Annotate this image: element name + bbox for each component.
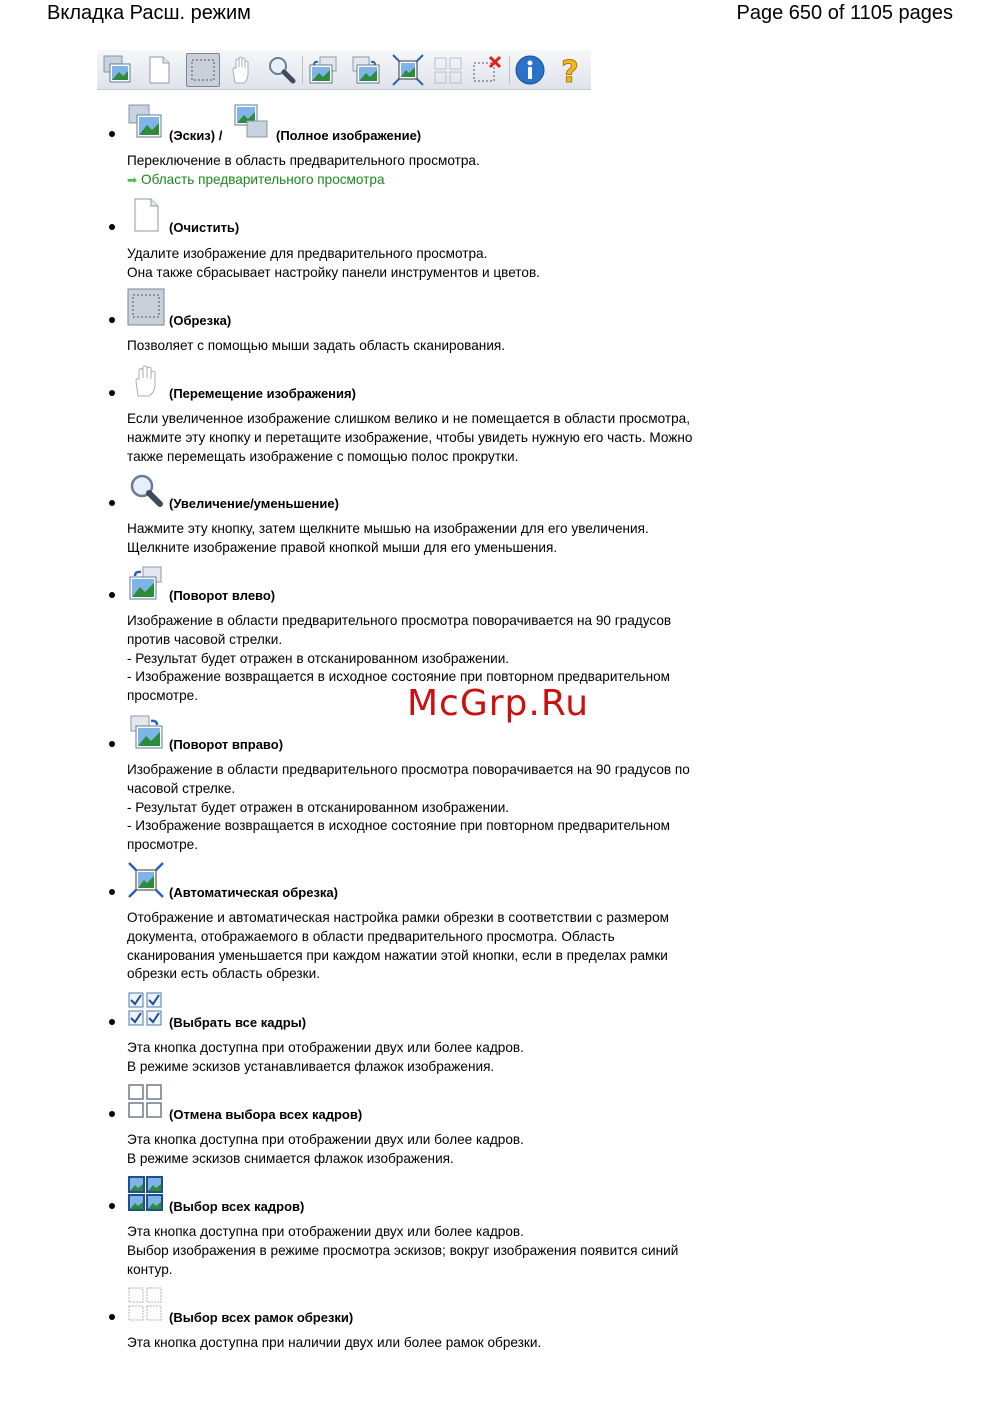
uncheck-all-frames-icon	[127, 1083, 165, 1121]
bullet	[109, 390, 115, 396]
item-title: (Обрезка)	[169, 313, 232, 328]
description-line: просмотре.	[127, 688, 199, 704]
description-line: также перемещать изображение с помощью полос прокрутки.	[127, 448, 519, 464]
description-line: Позволяет с помощью мыши задать область сканирования.	[127, 338, 506, 353]
item-title: (Очистить)	[169, 220, 240, 235]
check-all-frames-icon	[127, 991, 165, 1029]
full-image-icon	[233, 103, 271, 141]
rotate-left-icon[interactable]	[306, 53, 340, 87]
description-line: Изображение в области предварительного просмотра поворачивается на 90 градусов	[127, 613, 672, 628]
crop-icon[interactable]	[186, 53, 220, 87]
bullet	[109, 889, 115, 895]
bullet	[109, 131, 115, 137]
description-line: против часовой стрелки.	[127, 631, 283, 647]
bullet	[109, 317, 115, 323]
description-line: - Результат будет отражен в отсканированном изображении.	[127, 650, 510, 666]
item-description	[127, 1131, 524, 1169]
item-description	[127, 520, 649, 558]
item-title: (Полное изображение)	[276, 128, 422, 143]
clear-icon[interactable]	[142, 53, 176, 87]
description-line: Эта кнопка доступна при отображении двух или более кадров.	[127, 1224, 524, 1239]
item-title: (Выбор всех рамок обрезки)	[169, 1310, 354, 1325]
page-header-title: Вкладка Расш. режим	[47, 2, 251, 24]
description-line: Изображение в области предварительного просмотра поворачивается на 90 градусов по	[127, 762, 690, 777]
description-line: нажмите эту кнопку и перетащите изображение, чтобы увидеть нужную его часть. Можно	[127, 429, 693, 445]
description-line: - Изображение возвращается в исходное состояние при повторном предварительном	[127, 818, 671, 834]
description-line: Она также сбрасывает настройку панели инструментов и цветов.	[127, 264, 540, 280]
page-number: Page 650 of 1105 pages	[736, 2, 953, 24]
description-line: Если увеличенное изображение слишком велико и не помещается в области просмотра,	[127, 411, 690, 426]
bullet	[109, 741, 115, 747]
toolbar	[97, 50, 591, 90]
hand-icon[interactable]	[225, 53, 259, 87]
svg-text:?: ?	[561, 55, 579, 87]
item-description	[127, 1223, 678, 1279]
bullet	[109, 592, 115, 598]
arrow-right-icon: ➡	[127, 173, 138, 187]
zoom-icon[interactable]	[265, 53, 299, 87]
item-title: (Выбор всех кадров)	[169, 1199, 305, 1214]
thumbnail-view-icon	[127, 103, 165, 141]
description-line: Выбор изображения в режиме просмотра эскизов; вокруг изображения появится синий	[127, 1242, 679, 1258]
crop-icon	[127, 288, 165, 326]
item-description	[127, 612, 671, 706]
item-description	[127, 1039, 524, 1077]
item-description	[127, 152, 480, 171]
auto-crop-icon[interactable]	[391, 53, 425, 87]
item-description	[127, 410, 692, 466]
item-description	[127, 337, 505, 356]
bullet	[109, 224, 115, 230]
description-line: В режиме эскизов устанавливается флажок изображения.	[127, 1058, 495, 1074]
item-title: (Увеличение/уменьшение)	[169, 496, 339, 511]
link-text[interactable]: Область предварительного просмотра	[141, 172, 385, 187]
help-icon[interactable]	[553, 53, 587, 87]
hand-icon	[127, 362, 165, 400]
bullet	[109, 500, 115, 506]
description-line: Эта кнопка доступна при наличии двух или более рамок обрезки.	[127, 1335, 542, 1350]
bullet	[109, 1019, 115, 1025]
item-title: (Выбрать все кадры)	[169, 1015, 307, 1030]
item-title: (Перемещение изображения)	[169, 386, 356, 401]
select-all-crop-frames-icon	[127, 1286, 165, 1324]
rotate-right-icon[interactable]	[349, 53, 383, 87]
description-line: Отображение и автоматическая настройка рамки обрезки в соответствии с размером	[127, 910, 669, 925]
preview-area-link[interactable]	[127, 172, 385, 187]
description-line: просмотре.	[127, 837, 199, 853]
description-line: обрезки есть область обрезки.	[127, 966, 320, 982]
bullet	[109, 1203, 115, 1209]
item-description	[127, 909, 669, 984]
bullet	[109, 1314, 115, 1320]
rotate-right-icon	[127, 713, 165, 751]
bullet	[109, 1111, 115, 1117]
item-description	[127, 761, 690, 855]
description-line: контур.	[127, 1261, 173, 1277]
clear-icon	[127, 196, 165, 234]
zoom-icon	[127, 472, 165, 510]
description-line: сканирования уменьшается при каждом нажатии этой кнопки, если в пределах рамки	[127, 947, 668, 963]
description-line: Переключение в область предварительного просмотра.	[127, 153, 480, 168]
item-title: (Эскиз) /	[169, 128, 223, 143]
select-all-frames-icon	[127, 1175, 165, 1213]
description-line: Щелкните изображение правой кнопкой мыши для его уменьшения.	[127, 539, 558, 555]
item-description	[127, 1334, 541, 1353]
rotate-left-icon	[127, 564, 165, 602]
description-line: - Изображение возвращается в исходное состояние при повторном предварительном	[127, 669, 671, 685]
description-line: - Результат будет отражен в отсканированном изображении.	[127, 799, 510, 815]
info-icon[interactable]	[513, 53, 547, 87]
description-line: документа, отображаемого в области предварительного просмотра. Область	[127, 928, 615, 944]
item-title: (Поворот вправо)	[169, 737, 284, 752]
description-line: Эта кнопка доступна при отображении двух или более кадров.	[127, 1040, 524, 1055]
watermark: McGrp.Ru	[407, 683, 590, 724]
auto-crop-icon	[127, 861, 165, 899]
description-line: Эта кнопка доступна при отображении двух или более кадров.	[127, 1132, 524, 1147]
description-line: часовой стрелке.	[127, 780, 236, 796]
item-title: (Поворот влево)	[169, 588, 276, 603]
description-line: Удалите изображение для предварительного просмотра.	[127, 246, 488, 261]
item-title: (Отмена выбора всех кадров)	[169, 1107, 363, 1122]
item-description	[127, 245, 540, 283]
thumbnail-icon[interactable]	[100, 53, 134, 87]
select-frames-icon[interactable]	[431, 53, 465, 87]
description-line: Нажмите эту кнопку, затем щелкните мышью на изображении для его увеличения.	[127, 521, 649, 536]
remove-crop-icon[interactable]	[470, 53, 504, 87]
description-line: В режиме эскизов снимается флажок изображения.	[127, 1150, 454, 1166]
item-title: (Автоматическая обрезка)	[169, 885, 338, 900]
